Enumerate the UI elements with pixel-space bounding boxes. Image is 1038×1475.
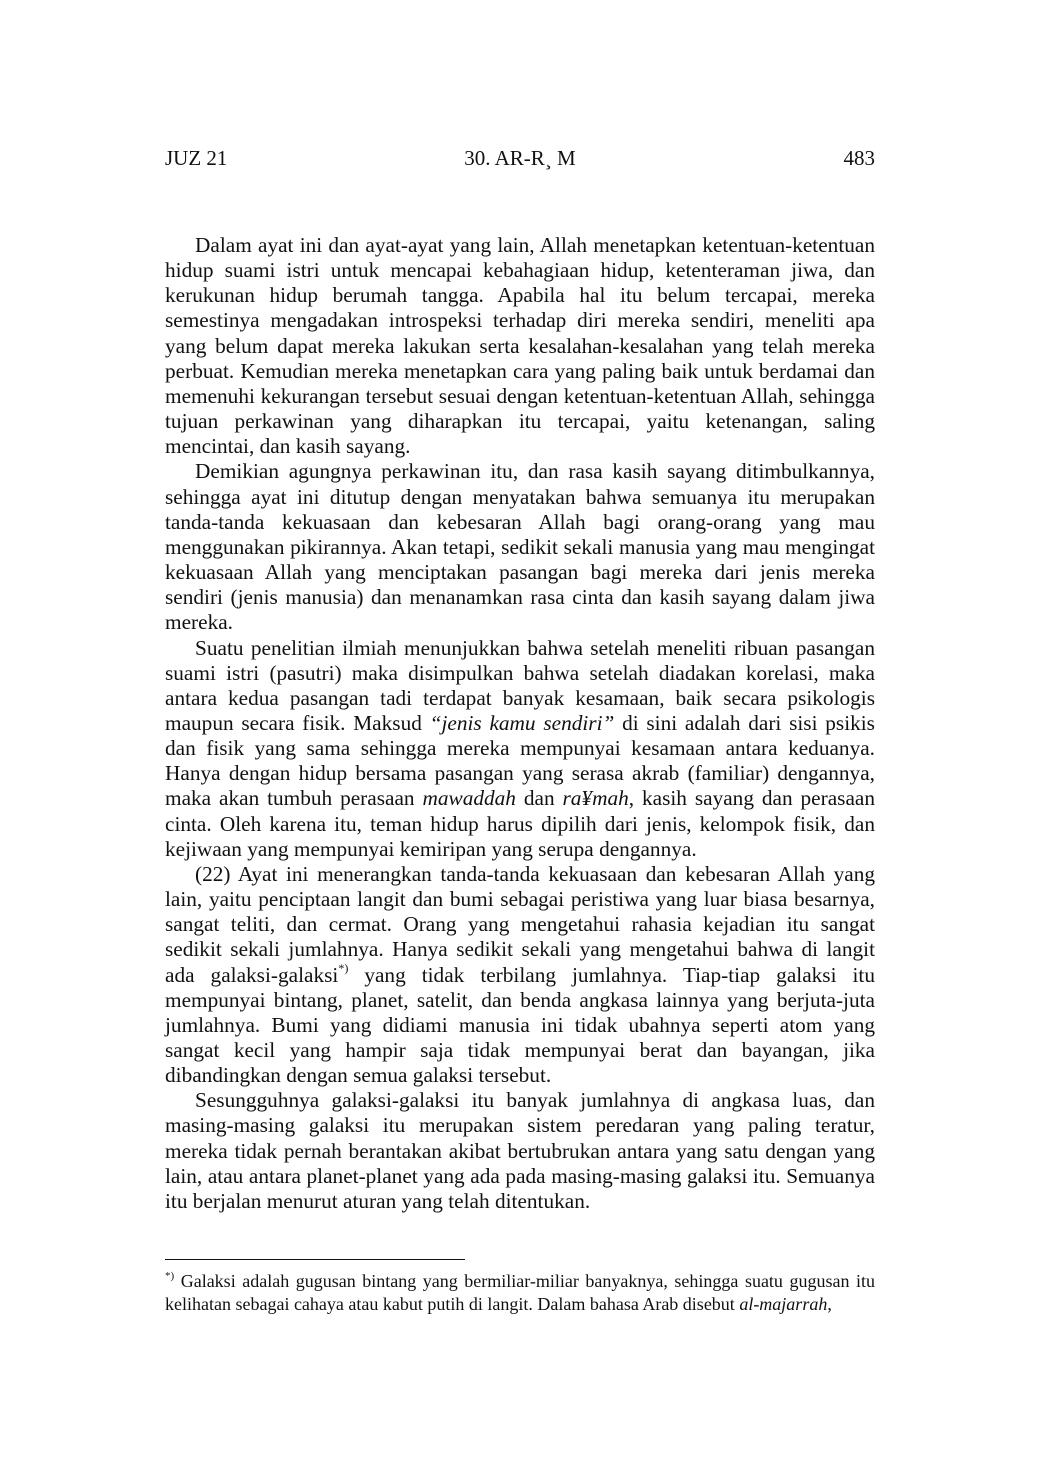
paragraph-4 xyxy=(165,862,875,1088)
paragraph-3-text-b: di sini adalah dari sisi psikis dan fisik yang sama sehingga mereka mempunyai kesamaan antara keduanya. Hanya dengan hidup bersama pasangan yang serasa akrab (familiar) dengannya, maka akan tumbuh perasaan xyxy=(165,710,875,811)
body-text xyxy=(165,233,875,1214)
italic-mawaddah: mawaddah xyxy=(422,786,516,811)
paragraph-1: Dalam ayat ini dan ayat-ayat yang lain, Allah menetapkan ketentuan-ketentuan hidup suami istri untuk mencapai kebahagiaan hidup, ketenteraman jiwa, dan kerukunan hidup berumah tangga. Apabila hal itu belum tercapai, mereka semestinya mengadakan introspeksi terhadap diri mereka sendiri, meneliti apa yang belum dapat mereka lakukan serta kesalahan-kesalahan yang telah mereka perbuat. Kemudian mereka menetapkan cara yang paling baik untuk berdamai dan memenuhi kekurangan tersebut sesuai dengan ketentuan-ketentuan Allah, sehingga tujuan perkawinan yang diharapkan itu tercapai, yaitu ketenangan, saling mencintai, dan kasih sayang. xyxy=(165,233,875,459)
paragraph-4-text-b: yang tidak terbilang jumlahnya. Tiap-tiap galaksi itu mempunyai bintang, planet, satelit, dan benda angkasa lainnya yang berjuta-juta jumlahnya. Bumi yang didiami manusia ini tidak ubahnya seperti atom yang sangat kecil yang hampir saja tidak mempunyai berat dan bayangan, jika dibandingkan dengan semua galaksi tersebut. xyxy=(165,962,875,1088)
paragraph-4-text-a: (22) Ayat ini menerangkan tanda-tanda kekuasaan dan kebesaran Allah yang lain, yaitu penciptaan langit dan bumi sebagai peristiwa yang luar biasa besarnya, sangat teliti, dan cermat. Orang yang mengetahui rahasia kejadian itu sangat sedikit sekali jumlahnya. Hanya sedikit sekali yang mengetahui bahwa di langit ada galaksi-galaksi xyxy=(165,861,875,987)
paragraph-2: Demikian agungnya perkawinan itu, dan rasa kasih sayang ditimbulkannya, sehingga ayat ini ditutup dengan menyatakan bahwa semuanya itu merupakan tanda-tanda kekuasaan dan kebesaran Allah bagi orang-orang yang mau menggunakan pikirannya. Akan tetapi, sedikit sekali manusia yang mau mengingat kekuasaan Allah yang menciptakan pasangan bagi mereka dari jenis mereka sendiri (jenis manusia) dan menanamkan rasa cinta dan kasih sayang dalam jiwa mereka. xyxy=(165,459,875,635)
footnote-text xyxy=(165,1270,875,1316)
italic-rahmah: ra¥mah xyxy=(562,786,629,811)
footnote-divider xyxy=(165,1259,465,1260)
paragraph-3-text-a: Suatu penelitian ilmiah menunjukkan bahwa setelah meneliti ribuan pasangan suami istri (pasutri) maka disimpulkan bahwa setelah diadakan korelasi, maka antara kedua pasangan tadi terdapat banyak kesamaan, baik secara psikologis maupun secara fisik. Maksud xyxy=(165,635,875,735)
footnote-reference: *) xyxy=(338,961,349,976)
footnote xyxy=(165,1270,875,1316)
paragraph-5: Sesungguhnya galaksi-galaksi itu banyak jumlahnya di angkasa luas, dan masing-masing galaksi itu merupakan sistem peredaran yang paling teratur, mereka tidak pernah berantakan akibat bertubrukan antara yang satu dengan yang lain, atau antara planet-planet yang ada pada masing-masing galaksi itu. Semuanya itu berjalan menurut aturan yang telah ditentukan. xyxy=(165,1088,875,1213)
paragraph-3 xyxy=(165,636,875,862)
page-header xyxy=(165,146,875,171)
footnote-end: , xyxy=(827,1294,832,1314)
juz-label: JUZ 21 xyxy=(165,146,228,170)
footnote-body: Galaksi adalah gugusan bintang yang bermiliar-miliar banyaknya, sehingga suatu gugusan itu kelihatan sebagai cahaya atau kabut putih di langit. Dalam bahasa Arab disebut xyxy=(165,1271,875,1314)
paragraph-3-text-c: dan xyxy=(515,786,563,811)
page-number: 483 xyxy=(843,146,875,170)
surah-title: 30. AR-R¸ M xyxy=(464,146,576,170)
footnote-italic-term: al-majarrah xyxy=(739,1294,828,1314)
paragraph-3-text-d: , kasih sayang dan perasaan cinta. Oleh karena itu, teman hidup harus dipilih dari jenis, kelompok fisik, dan kejiwaan yang mempunyai kemiripan yang serupa dengannya. xyxy=(165,786,875,861)
footnote-mark: *) xyxy=(165,1270,175,1282)
italic-jenis-kamu-sendiri: “jenis kamu sendiri” xyxy=(429,710,615,735)
